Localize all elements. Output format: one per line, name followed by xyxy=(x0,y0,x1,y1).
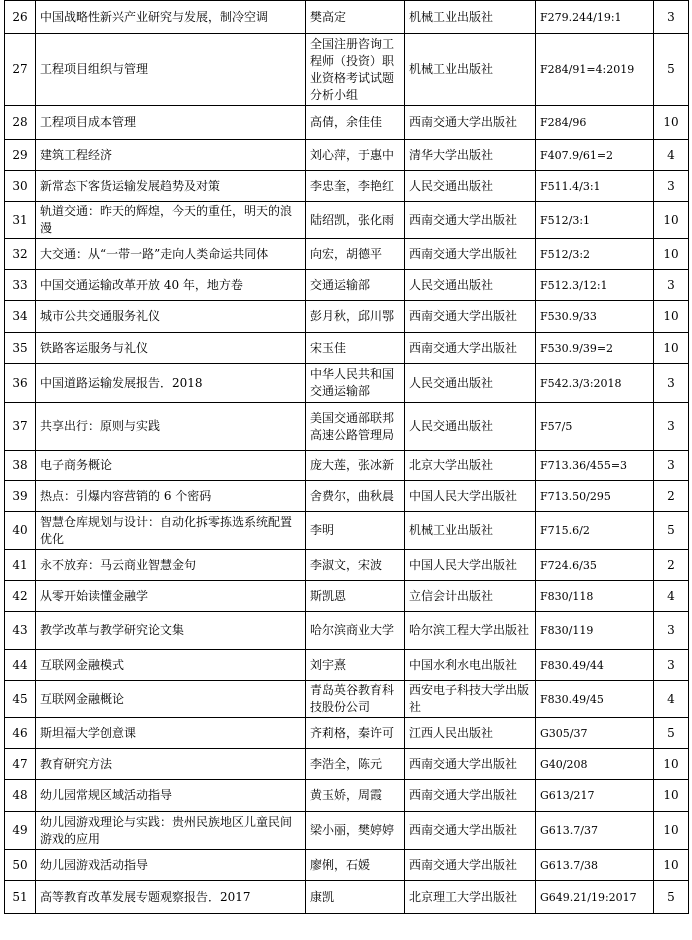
book-publisher: 中国人民大学出版社 xyxy=(405,550,536,581)
book-author: 彭月秋，邱川鄂 xyxy=(306,301,405,333)
call-number: F407.9/61=2 xyxy=(536,140,654,171)
call-number: G613/217 xyxy=(536,780,654,812)
book-title: 高等教育改革发展专题观察报告．2017 xyxy=(36,881,306,914)
book-list-table xyxy=(4,0,689,914)
copy-count: 4 xyxy=(654,681,689,718)
call-number: G613.7/37 xyxy=(536,812,654,850)
book-publisher: 西南交通大学出版社 xyxy=(405,850,536,881)
book-title: 热点：引爆内容营销的 6 个密码 xyxy=(36,481,306,512)
book-title: 大交通：从“一带一路”走向人类命运共同体 xyxy=(36,239,306,270)
book-publisher: 中国水利水电出版社 xyxy=(405,650,536,681)
row-number: 38 xyxy=(5,451,36,481)
copy-count: 3 xyxy=(654,612,689,650)
book-title: 工程项目成本管理 xyxy=(36,106,306,140)
copy-count: 3 xyxy=(654,1,689,34)
book-author: 黄玉娇，周霞 xyxy=(306,780,405,812)
book-title: 从零开始读懂金融学 xyxy=(36,581,306,612)
table-row xyxy=(5,333,689,364)
book-author: 美国交通部联邦高速公路管理局 xyxy=(306,403,405,451)
book-author: 齐莉格，秦许可 xyxy=(306,718,405,749)
call-number: F530.9/33 xyxy=(536,301,654,333)
copy-count: 5 xyxy=(654,34,689,106)
book-publisher: 西南交通大学出版社 xyxy=(405,812,536,850)
row-number: 43 xyxy=(5,612,36,650)
book-publisher: 机械工业出版社 xyxy=(405,34,536,106)
call-number: F57/5 xyxy=(536,403,654,451)
call-number: F713.50/295 xyxy=(536,481,654,512)
book-publisher: 人民交通出版社 xyxy=(405,364,536,403)
book-title: 教育研究方法 xyxy=(36,749,306,780)
row-number: 31 xyxy=(5,202,36,239)
copy-count: 5 xyxy=(654,718,689,749)
book-publisher: 机械工业出版社 xyxy=(405,512,536,550)
table-row xyxy=(5,140,689,171)
call-number: F530.9/39=2 xyxy=(536,333,654,364)
book-author: 梁小丽，樊婷婷 xyxy=(306,812,405,850)
book-title: 中国交通运输改革开放 40 年，地方卷 xyxy=(36,270,306,301)
row-number: 48 xyxy=(5,780,36,812)
book-publisher: 西安电子科技大学出版社 xyxy=(405,681,536,718)
book-title: 幼儿园常规区域活动指导 xyxy=(36,780,306,812)
row-number: 41 xyxy=(5,550,36,581)
table-row xyxy=(5,550,689,581)
copy-count: 10 xyxy=(654,780,689,812)
table-row xyxy=(5,881,689,914)
row-number: 27 xyxy=(5,34,36,106)
table-row xyxy=(5,34,689,106)
book-author: 舍费尔，曲秋晨 xyxy=(306,481,405,512)
book-author: 哈尔滨商业大学 xyxy=(306,612,405,650)
copy-count: 10 xyxy=(654,749,689,780)
book-publisher: 机械工业出版社 xyxy=(405,1,536,34)
row-number: 47 xyxy=(5,749,36,780)
book-publisher: 哈尔滨工程大学出版社 xyxy=(405,612,536,650)
call-number: G613.7/38 xyxy=(536,850,654,881)
call-number: F715.6/2 xyxy=(536,512,654,550)
table-row xyxy=(5,451,689,481)
copy-count: 4 xyxy=(654,581,689,612)
call-number: F512.3/12:1 xyxy=(536,270,654,301)
row-number: 39 xyxy=(5,481,36,512)
call-number: F830/118 xyxy=(536,581,654,612)
table-row xyxy=(5,301,689,333)
book-author: 廖俐，石媛 xyxy=(306,850,405,881)
book-author: 高倩，余佳佳 xyxy=(306,106,405,140)
book-publisher: 立信会计出版社 xyxy=(405,581,536,612)
book-author: 刘宇熹 xyxy=(306,650,405,681)
call-number: F713.36/455=3 xyxy=(536,451,654,481)
copy-count: 5 xyxy=(654,512,689,550)
table-row xyxy=(5,581,689,612)
call-number: F542.3/3:2018 xyxy=(536,364,654,403)
copy-count: 3 xyxy=(654,364,689,403)
book-title: 斯坦福大学创意课 xyxy=(36,718,306,749)
table-row xyxy=(5,812,689,850)
row-number: 37 xyxy=(5,403,36,451)
copy-count: 10 xyxy=(654,301,689,333)
call-number: F512/3:2 xyxy=(536,239,654,270)
table-row xyxy=(5,850,689,881)
row-number: 26 xyxy=(5,1,36,34)
row-number: 30 xyxy=(5,171,36,202)
table-row xyxy=(5,749,689,780)
copy-count: 10 xyxy=(654,812,689,850)
book-author: 青岛英谷教育科技股份公司 xyxy=(306,681,405,718)
book-author: 陆绍凯，张化雨 xyxy=(306,202,405,239)
book-author: 中华人民共和国交通运输部 xyxy=(306,364,405,403)
book-publisher: 西南交通大学出版社 xyxy=(405,239,536,270)
table-row xyxy=(5,239,689,270)
row-number: 49 xyxy=(5,812,36,850)
copy-count: 2 xyxy=(654,481,689,512)
book-title: 幼儿园游戏理论与实践：贵州民族地区儿童民间游戏的应用 xyxy=(36,812,306,850)
call-number: F279.244/19:1 xyxy=(536,1,654,34)
book-author: 交通运输部 xyxy=(306,270,405,301)
book-author: 康凯 xyxy=(306,881,405,914)
table-row xyxy=(5,718,689,749)
book-title: 幼儿园游戏活动指导 xyxy=(36,850,306,881)
call-number: F724.6/35 xyxy=(536,550,654,581)
book-publisher: 西南交通大学出版社 xyxy=(405,749,536,780)
book-author: 庞大莲，张冰新 xyxy=(306,451,405,481)
copy-count: 5 xyxy=(654,881,689,914)
table-row xyxy=(5,202,689,239)
copy-count: 10 xyxy=(654,333,689,364)
call-number: F511.4/3:1 xyxy=(536,171,654,202)
row-number: 45 xyxy=(5,681,36,718)
book-publisher: 人民交通出版社 xyxy=(405,171,536,202)
book-author: 樊高定 xyxy=(306,1,405,34)
copy-count: 4 xyxy=(654,140,689,171)
book-publisher: 西南交通大学出版社 xyxy=(405,301,536,333)
copy-count: 10 xyxy=(654,202,689,239)
copy-count: 2 xyxy=(654,550,689,581)
call-number: F284/91=4:2019 xyxy=(536,34,654,106)
copy-count: 3 xyxy=(654,650,689,681)
row-number: 44 xyxy=(5,650,36,681)
book-author: 李明 xyxy=(306,512,405,550)
book-author: 宋玉佳 xyxy=(306,333,405,364)
book-author: 刘心萍，于惠中 xyxy=(306,140,405,171)
book-title: 智慧仓库规划与设计：自动化拆零拣选系统配置优化 xyxy=(36,512,306,550)
book-publisher: 人民交通出版社 xyxy=(405,403,536,451)
book-publisher: 人民交通出版社 xyxy=(405,270,536,301)
call-number: G305/37 xyxy=(536,718,654,749)
table-row xyxy=(5,171,689,202)
book-title: 中国战略性新兴产业研究与发展，制冷空调 xyxy=(36,1,306,34)
book-author: 李浩全，陈元 xyxy=(306,749,405,780)
row-number: 51 xyxy=(5,881,36,914)
book-publisher: 西南交通大学出版社 xyxy=(405,333,536,364)
book-title: 铁路客运服务与礼仪 xyxy=(36,333,306,364)
table-row xyxy=(5,681,689,718)
book-author: 全国注册咨询工程师（投资）职业资格考试试题分析小组 xyxy=(306,34,405,106)
copy-count: 10 xyxy=(654,850,689,881)
book-author: 李淑文，宋波 xyxy=(306,550,405,581)
book-title: 城市公共交通服务礼仪 xyxy=(36,301,306,333)
call-number: F284/96 xyxy=(536,106,654,140)
copy-count: 3 xyxy=(654,403,689,451)
book-publisher: 江西人民出版社 xyxy=(405,718,536,749)
book-title: 工程项目组织与管理 xyxy=(36,34,306,106)
book-title: 教学改革与教学研究论文集 xyxy=(36,612,306,650)
call-number: F512/3:1 xyxy=(536,202,654,239)
book-title: 轨道交通：昨天的辉煌，今天的重任，明天的浪漫 xyxy=(36,202,306,239)
book-title: 建筑工程经济 xyxy=(36,140,306,171)
book-title: 中国道路运输发展报告．2018 xyxy=(36,364,306,403)
table-row xyxy=(5,364,689,403)
row-number: 40 xyxy=(5,512,36,550)
book-title: 永不放弃：马云商业智慧金句 xyxy=(36,550,306,581)
copy-count: 3 xyxy=(654,270,689,301)
call-number: F830/119 xyxy=(536,612,654,650)
copy-count: 3 xyxy=(654,171,689,202)
row-number: 35 xyxy=(5,333,36,364)
row-number: 34 xyxy=(5,301,36,333)
book-title: 互联网金融概论 xyxy=(36,681,306,718)
call-number: G40/208 xyxy=(536,749,654,780)
book-publisher: 中国人民大学出版社 xyxy=(405,481,536,512)
call-number: F830.49/44 xyxy=(536,650,654,681)
book-title: 互联网金融模式 xyxy=(36,650,306,681)
book-title: 新常态下客货运输发展趋势及对策 xyxy=(36,171,306,202)
book-title: 电子商务概论 xyxy=(36,451,306,481)
row-number: 42 xyxy=(5,581,36,612)
table-row xyxy=(5,1,689,34)
book-publisher: 北京理工大学出版社 xyxy=(405,881,536,914)
table-row xyxy=(5,512,689,550)
book-author: 斯凯恩 xyxy=(306,581,405,612)
call-number: F830.49/45 xyxy=(536,681,654,718)
table-row xyxy=(5,650,689,681)
call-number: G649.21/19:2017 xyxy=(536,881,654,914)
table-row xyxy=(5,612,689,650)
book-author: 向宏，胡德平 xyxy=(306,239,405,270)
book-title: 共享出行：原则与实践 xyxy=(36,403,306,451)
book-publisher: 西南交通大学出版社 xyxy=(405,202,536,239)
table-row xyxy=(5,481,689,512)
row-number: 36 xyxy=(5,364,36,403)
row-number: 32 xyxy=(5,239,36,270)
table-body xyxy=(5,1,689,914)
book-publisher: 北京大学出版社 xyxy=(405,451,536,481)
book-publisher: 西南交通大学出版社 xyxy=(405,106,536,140)
book-author: 李忠奎，李艳红 xyxy=(306,171,405,202)
copy-count: 10 xyxy=(654,106,689,140)
row-number: 46 xyxy=(5,718,36,749)
row-number: 33 xyxy=(5,270,36,301)
row-number: 28 xyxy=(5,106,36,140)
table-row xyxy=(5,106,689,140)
book-publisher: 西南交通大学出版社 xyxy=(405,780,536,812)
copy-count: 3 xyxy=(654,451,689,481)
table-row xyxy=(5,403,689,451)
copy-count: 10 xyxy=(654,239,689,270)
book-publisher: 清华大学出版社 xyxy=(405,140,536,171)
row-number: 50 xyxy=(5,850,36,881)
row-number: 29 xyxy=(5,140,36,171)
table-row xyxy=(5,780,689,812)
table-row xyxy=(5,270,689,301)
